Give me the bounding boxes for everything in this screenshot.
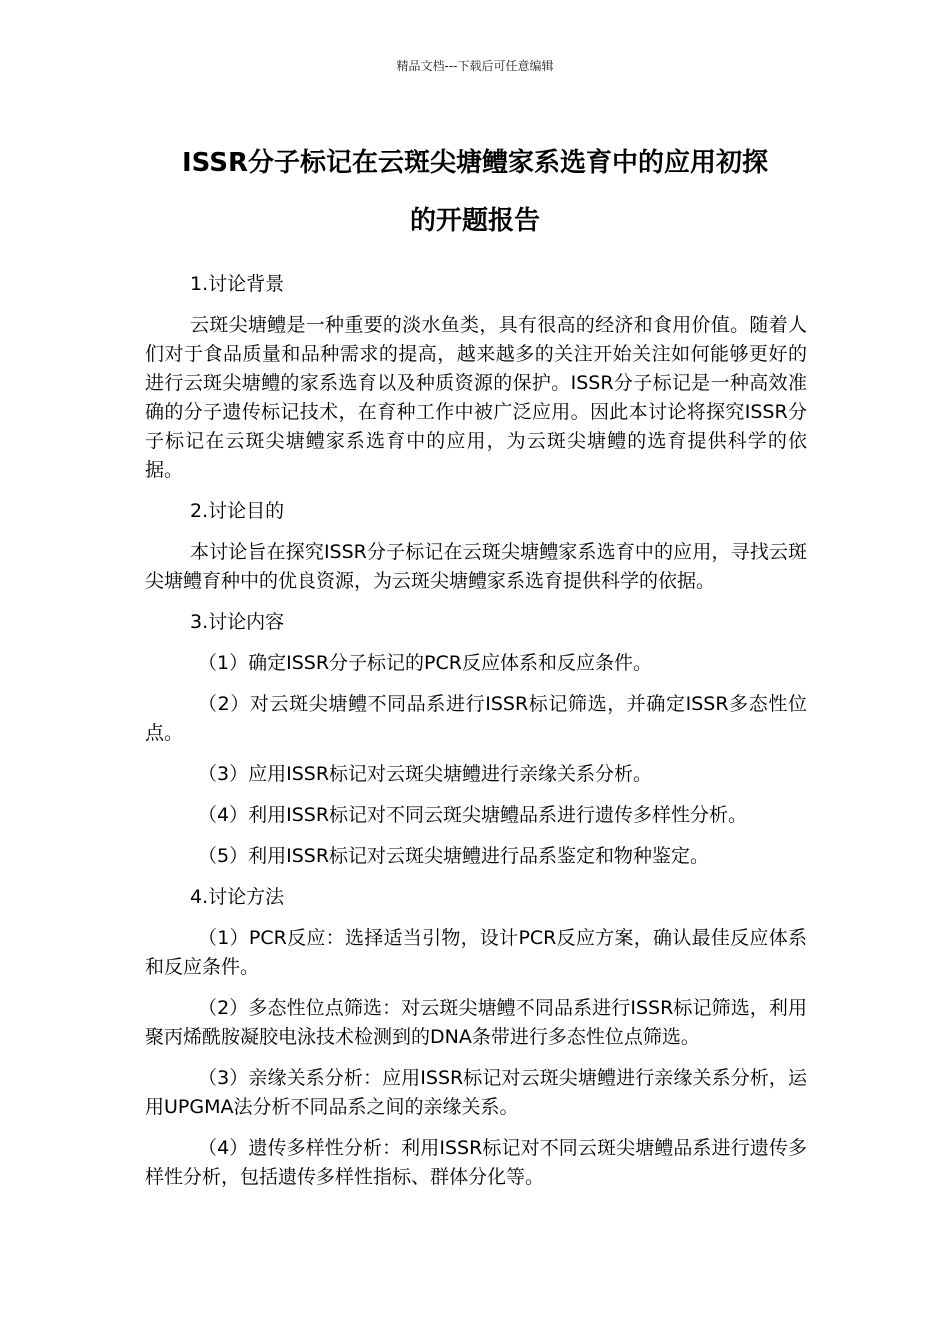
content-item-4: （4）利用ISSR标记对不同云斑尖塘鳢品系进行遗传多样性分析。 <box>198 804 748 826</box>
section-heading-methods: 4.讨论方法 <box>190 886 285 908</box>
title-line-1: ISSR分子标记在云斑尖塘鳢家系选育中的应用初探 <box>182 148 768 178</box>
purpose-paragraph: 本讨论旨在探究ISSR分子标记在云斑尖塘鳢家系选育中的应用，寻找云斑尖塘鳢育种中的优良资源，为云斑尖塘鳢家系选育提供科学的依据。 <box>145 541 807 592</box>
content-item-3: （3）应用ISSR标记对云斑尖塘鳢进行亲缘关系分析。 <box>198 763 653 785</box>
header-watermark: 精品文档---下载后可任意编辑 <box>396 59 554 73</box>
section-heading-purpose: 2.讨论目的 <box>190 500 285 522</box>
method-item-3: （3）亲缘关系分析：应用ISSR标记对云斑尖塘鳢进行亲缘关系分析，运用UPGMA法分析不同品系之间的亲缘关系。 <box>145 1067 807 1118</box>
title-line-2: 的开题报告 <box>409 206 540 236</box>
section-heading-content: 3.讨论内容 <box>190 611 285 633</box>
document-title <box>140 134 810 250</box>
content-item-2: （2）对云斑尖塘鳢不同品系进行ISSR标记筛选，并确定ISSR多态性位点。 <box>145 693 807 744</box>
method-item-4: （4）遗传多样性分析：利用ISSR标记对不同云斑尖塘鳢品系进行遗传多样性分析，包括遗传多样性指标、群体分化等。 <box>145 1137 807 1188</box>
document-body <box>145 270 807 1204</box>
background-paragraph: 云斑尖塘鳢是一种重要的淡水鱼类，具有很高的经济和食用价值。随着人们对于食品质量和品种需求的提高，越来越多的关注开始关注如何能够更好的进行云斑尖塘鳢的家系选育以及种质资源的保护。ISSR分子标记是一种高效准确的分子遗传标记技术，在育种工作中被广泛应用。因此本讨论将探究ISSR分子标记在云斑尖塘鳢家系选育中的应用，为云斑尖塘鳢的选育提供科学的依据。 <box>145 314 807 481</box>
method-item-2: （2）多态性位点筛选：对云斑尖塘鳢不同品系进行ISSR标记筛选，利用聚丙烯酰胺凝胶电泳技术检测到的DNA条带进行多态性位点筛选。 <box>145 997 807 1048</box>
content-item-1: （1）确定ISSR分子标记的PCR反应体系和反应条件。 <box>198 652 652 674</box>
section-heading-background: 1.讨论背景 <box>190 273 285 295</box>
method-item-1: （1）PCR反应：选择适当引物，设计PCR反应方案，确认最佳反应体系和反应条件。 <box>145 927 807 978</box>
content-item-5: （5）利用ISSR标记对云斑尖塘鳢进行品系鉴定和物种鉴定。 <box>198 845 710 867</box>
